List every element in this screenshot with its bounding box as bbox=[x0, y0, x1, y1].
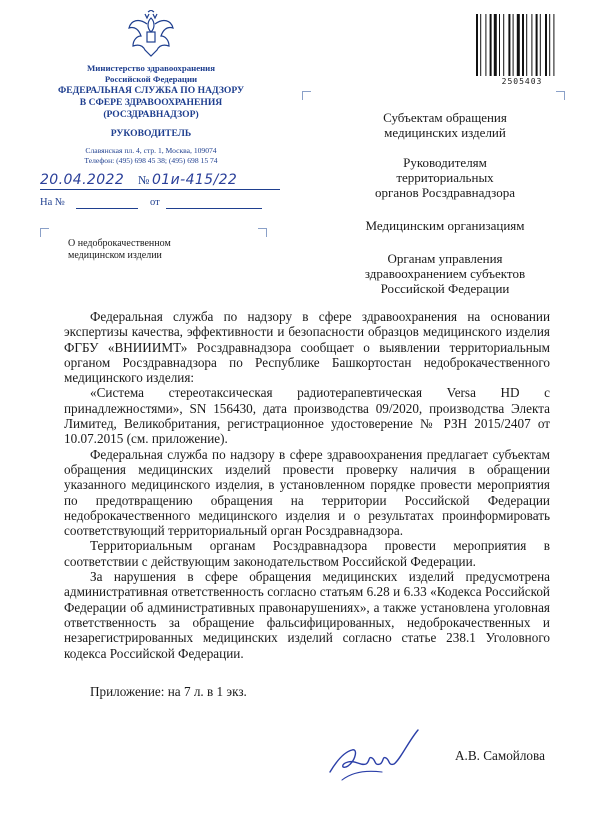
phone-line: Телефон: (495) 698 45 38; (495) 698 15 74 bbox=[84, 155, 218, 165]
recipient-block bbox=[320, 218, 570, 233]
recipient-block bbox=[320, 251, 570, 296]
registration-underline bbox=[40, 189, 280, 190]
barcode-bar bbox=[536, 14, 538, 76]
barcode-bar bbox=[476, 14, 478, 76]
number-label: № bbox=[138, 173, 150, 187]
barcode-bar bbox=[513, 14, 514, 76]
attachment-note: Приложение: на 7 л. в 1 экз. bbox=[90, 684, 247, 699]
barcode-bar bbox=[480, 14, 481, 76]
recipient-line: органов Росздравнадзора bbox=[374, 185, 516, 200]
barcode-bar bbox=[494, 14, 497, 76]
barcode-bar bbox=[540, 14, 541, 76]
reference-date-field bbox=[166, 208, 262, 209]
body-paragraph: Федеральная служба по надзору в сфере здравоохранения на основании экспертизы качества, эффективности и безопасности образцов медицинского изделия ФГБУ «ВНИИИМТ» Росздравнадзора сообщает о выявлении территориальным органом Росздравнадзора по Республике Башкортостан недоброкачественного медицинского изделия: bbox=[64, 309, 550, 386]
reference-number-label: На № bbox=[40, 197, 65, 208]
letter-body bbox=[64, 309, 550, 661]
body-paragraph: Федеральная служба по надзору в сфере здравоохранения предлагает субъектам обращения медицинских изделий провести проверку наличия в обращении указанного медицинского изделия, в установленном порядке провести мероприятия по предотвращению обращения на территории Российской Федерации недоброкачественного медицинского изделия и о результатах проинформировать соответствующий территориальный орган Росздравнадзора. bbox=[64, 446, 550, 539]
barcode bbox=[474, 14, 570, 76]
registration-line bbox=[40, 172, 280, 194]
reference-date-label: от bbox=[150, 197, 160, 208]
letter-subject bbox=[68, 238, 171, 262]
barcode-bar bbox=[490, 14, 492, 76]
address-block bbox=[20, 146, 282, 165]
barcode-bar bbox=[526, 14, 527, 76]
service-line: В СФЕРЕ ЗДРАВООХРАНЕНИЯ bbox=[79, 97, 223, 108]
corner-mark bbox=[258, 228, 267, 237]
subject-line: О недоброкачественном bbox=[68, 238, 171, 249]
body-paragraph: Территориальным органам Росздравнадзора провести мероприятия в соответствии с действующим законодательством Российской Федерации. bbox=[64, 538, 550, 569]
signer-name: А.В. Самойлова bbox=[455, 748, 545, 763]
barcode-bar bbox=[503, 14, 504, 76]
subject-line: медицинском изделии bbox=[68, 250, 162, 261]
handwritten-signature bbox=[322, 722, 432, 792]
recipient-block bbox=[320, 155, 570, 200]
recipient-line: Органам управления bbox=[387, 251, 503, 266]
recipient-line: Российской Федерации bbox=[380, 281, 510, 296]
ministry-line: Министерство здравоохранения bbox=[87, 63, 215, 73]
registration-number: 01и-415/22 bbox=[152, 172, 238, 188]
barcode-bar bbox=[485, 14, 486, 76]
barcode-bar bbox=[522, 14, 524, 76]
recipient-line: Медицинским организациям bbox=[365, 218, 525, 233]
body-paragraph: «Система стереотаксическая радиотерапевтическая Versa HD с принадлежностями», SN 156430, дата производства 09/2020, производства Электа Лимитед, Великобритания, регистрационное удостоверение № РЗН 2015/2407 от 10.07.2015 (см. приложение). bbox=[64, 385, 550, 447]
corner-mark bbox=[302, 91, 311, 100]
ministry-line: Российской Федерации bbox=[104, 74, 198, 84]
registration-date: 20.04.2022 bbox=[40, 172, 125, 188]
recipient-line: здравоохранением субъектов bbox=[364, 266, 526, 281]
address-line: Славянская пл. 4, стр. 1, Москва, 109074 bbox=[85, 146, 217, 155]
coat-of-arms-emblem bbox=[125, 10, 177, 60]
recipient-line: территориальных bbox=[396, 170, 494, 185]
barcode-bar bbox=[549, 14, 550, 76]
barcode-number: 2505403 bbox=[501, 77, 543, 86]
recipient-line: Руководителям bbox=[403, 155, 487, 170]
barcode-bar bbox=[545, 14, 547, 76]
barcode-bar bbox=[531, 14, 532, 76]
reference-number-field bbox=[76, 208, 138, 209]
recipient-line: медицинских изделий bbox=[384, 125, 506, 140]
barcode-bar bbox=[553, 14, 554, 76]
ministry-name bbox=[20, 63, 282, 85]
barcode-bar bbox=[517, 14, 520, 76]
recipient-block bbox=[320, 110, 570, 140]
service-line: ФЕДЕРАЛЬНАЯ СЛУЖБА ПО НАДЗОРУ bbox=[57, 85, 245, 96]
service-name bbox=[20, 85, 282, 121]
barcode-bar bbox=[499, 14, 500, 76]
barcode-bar bbox=[508, 14, 510, 76]
corner-mark bbox=[40, 228, 49, 237]
recipient-line: Субъектам обращения bbox=[383, 110, 507, 125]
body-paragraph: За нарушения в сфере обращения медицинских изделий предусмотрена административная ответственность согласно статьям 6.28 и 6.33 «Кодекса Российской Федерации об административных правонарушениях», а также установлена уголовная ответственность за обращение фальсифицированных, недоброкачественных и незарегистрированных медицинских изделий согласно статье 238.1 Уголовного кодекса Российской Федерации. bbox=[64, 569, 550, 661]
corner-mark bbox=[556, 91, 565, 100]
head-title: РУКОВОДИТЕЛЬ bbox=[110, 128, 192, 139]
service-line: (РОСЗДРАВНАДЗОР) bbox=[103, 109, 199, 120]
